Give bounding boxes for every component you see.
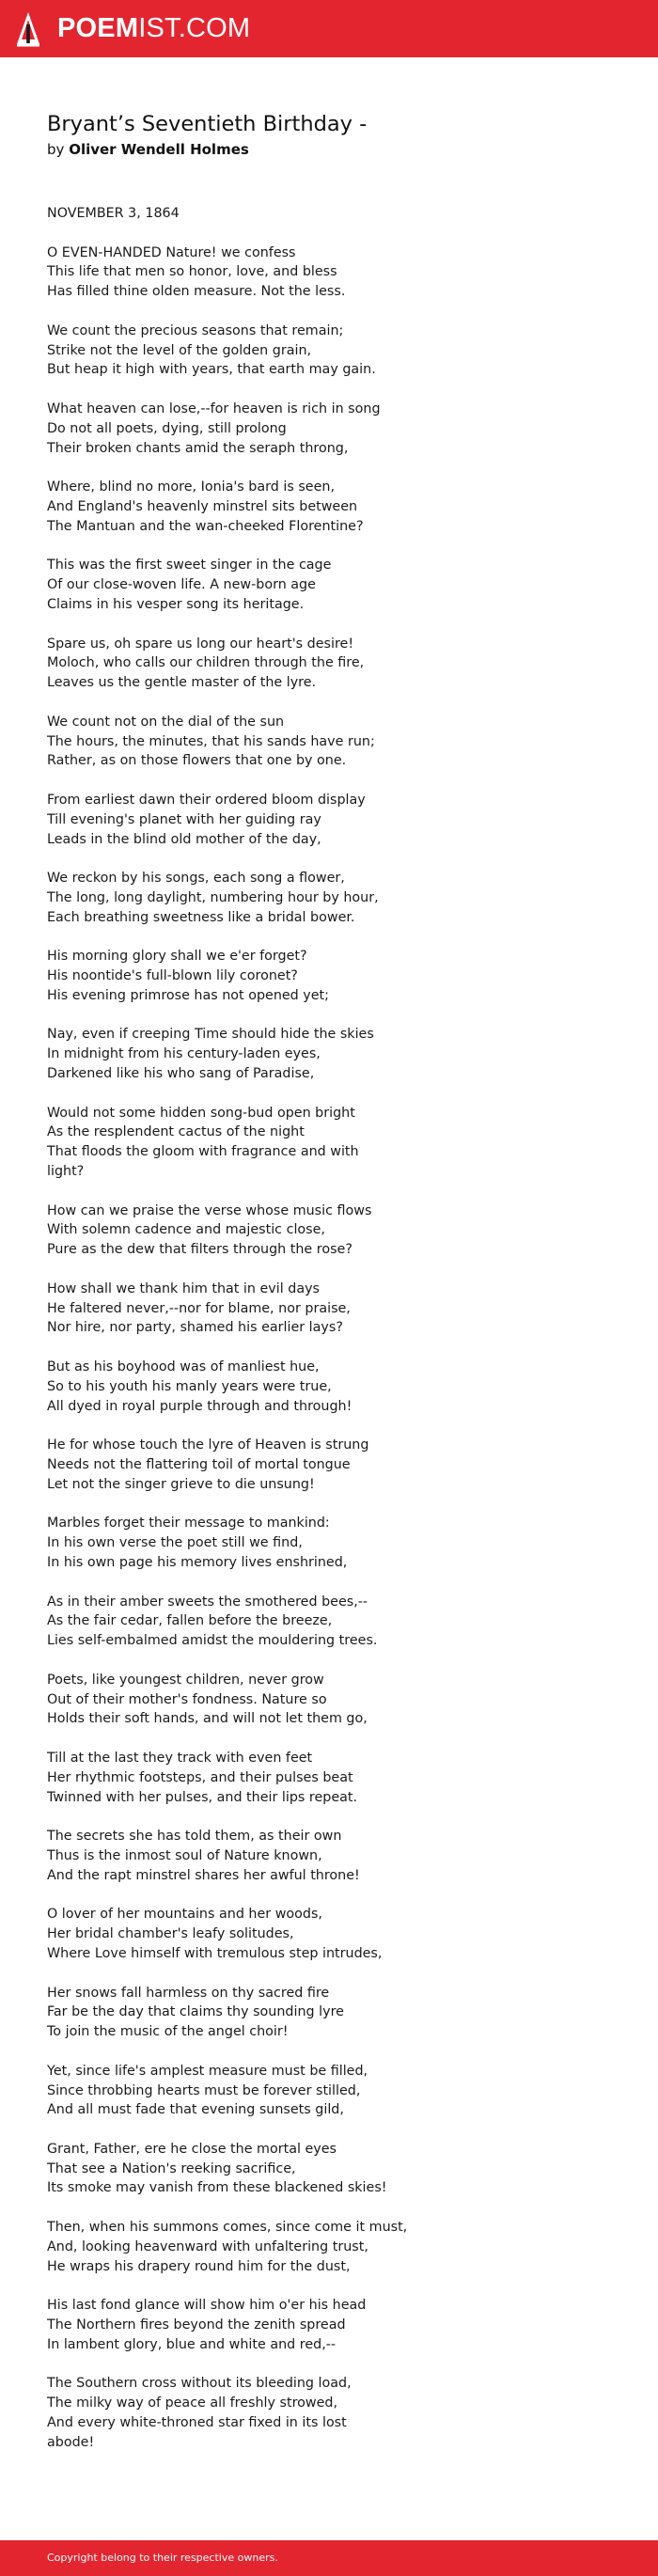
poem-line: As the fair cedar, fallen before the breeze, bbox=[47, 1613, 333, 1629]
poem-line: We count not on the dial of the sun bbox=[47, 714, 285, 730]
poem-stanza bbox=[47, 2218, 611, 2276]
poem-line: Moloch, who calls our children through the fire, bbox=[47, 655, 365, 671]
poem-line: Till evening's planet with her guiding ray bbox=[47, 811, 321, 827]
poem-line: And every white-throned star fixed in its lost abode! bbox=[47, 2415, 347, 2450]
poem-line: And the rapt minstrel shares her awful throne! bbox=[47, 1867, 360, 1883]
poem-line: From earliest dawn their ordered bloom display bbox=[47, 792, 366, 808]
poem-line: So to his youth his manly years were true, bbox=[47, 1378, 332, 1394]
poem-line: His last fond glance will show him o'er his head bbox=[47, 2298, 367, 2314]
poem-line: His evening primrose has not opened yet; bbox=[47, 987, 329, 1003]
poem-stanza bbox=[47, 1749, 611, 1807]
poem-line: As the resplendent cactus of the night bbox=[47, 1124, 305, 1140]
poem-stanza bbox=[47, 1104, 611, 1182]
poem-line: O lover of her mountains and her woods, bbox=[47, 1907, 322, 1923]
poem-stanza bbox=[47, 400, 611, 458]
poem-line: To join the music of the angel choir! bbox=[47, 2024, 289, 2040]
poem-line: Marbles forget their message to mankind: bbox=[47, 1516, 330, 1531]
poem-line: Her snows fall harmless on thy sacred fire bbox=[47, 1985, 330, 2001]
poem-line: Strike not the level of the golden grain, bbox=[47, 342, 312, 358]
poem-stanza bbox=[47, 1984, 611, 2042]
poem-line: This life that men so honor, love, and bless bbox=[47, 264, 337, 280]
poem-line: Yet, since life's amplest measure must be filled, bbox=[47, 2063, 368, 2079]
logo-bold-text: POEM bbox=[57, 13, 139, 43]
poem-line: The long, long daylight, numbering hour by hour, bbox=[47, 889, 379, 905]
poem-stanza bbox=[47, 2374, 611, 2452]
poem-line: Let not the singer grieve to die unsung! bbox=[47, 1476, 315, 1492]
poem-line: He faltered never,--nor for blame, nor praise, bbox=[47, 1300, 351, 1316]
poem-line: Till at the last they track with even feet bbox=[47, 1750, 313, 1766]
poem-line: This was the first sweet singer in the cage bbox=[47, 558, 332, 573]
poem-line: Lies self-embalmed amidst the mouldering trees. bbox=[47, 1633, 378, 1649]
author-name[interactable]: Oliver Wendell Holmes bbox=[69, 141, 249, 158]
poem-line: That see a Nation's reeking sacrifice, bbox=[47, 2160, 296, 2176]
poem-line: He wraps his drapery round him for the dust, bbox=[47, 2258, 351, 2274]
poem-line: Spare us, oh spare us long our heart's desire! bbox=[47, 636, 354, 652]
poem-line: Would not some hidden song-bud open bright bbox=[47, 1105, 355, 1121]
poem-line: Her rhythmic footsteps, and their pulses beat bbox=[47, 1769, 353, 1785]
poem-line: In his own verse the poet still we find, bbox=[47, 1535, 303, 1551]
poem-stanza bbox=[47, 2296, 611, 2354]
poem-line: How shall we thank him that in evil days bbox=[47, 1280, 320, 1296]
poem-line: With solemn cadence and majestic close, bbox=[47, 1222, 325, 1238]
poem-line: The milky way of peace all freshly strowed, bbox=[47, 2395, 338, 2411]
poem-line: Far be the day that claims thy sounding lyre bbox=[47, 2004, 344, 2020]
poem-stanza bbox=[47, 2062, 611, 2120]
poem-stanza bbox=[47, 1827, 611, 1885]
poem-line: All dyed in royal purple through and through! bbox=[47, 1398, 352, 1414]
poem-stanza bbox=[47, 556, 611, 614]
poem-line: And, looking heavenward with unfaltering trust, bbox=[47, 2238, 368, 2254]
poem-stanza bbox=[47, 1514, 611, 1572]
poem-line: We reckon by his songs, each song a flower, bbox=[47, 871, 345, 887]
poem-line: Poets, like youngest children, never grow bbox=[47, 1672, 324, 1688]
poem-line: But heap it high with years, that earth may gain. bbox=[47, 362, 376, 378]
poem-stanza bbox=[47, 243, 611, 302]
poem-title: Bryant’s Seventieth Birthday - bbox=[47, 112, 368, 136]
pen-nib-logo-icon[interactable] bbox=[16, 11, 40, 47]
poem-stanza bbox=[47, 713, 611, 771]
poem-line: Holds their soft hands, and will not let them go, bbox=[47, 1711, 368, 1727]
poem-stanza bbox=[47, 1202, 611, 1260]
poem-line: Grant, Father, ere he close the mortal eyes bbox=[47, 2141, 337, 2157]
site-header bbox=[0, 0, 658, 57]
copyright-text: Copyright belong to their respective owners. bbox=[47, 2552, 278, 2564]
poem-line: Her bridal chamber's leafy solitudes, bbox=[47, 1926, 294, 1942]
poem-line: His morning glory shall we e'er forget? bbox=[47, 949, 307, 965]
poem-stanza bbox=[47, 1593, 611, 1651]
poem-line: As in their amber sweets the smothered bees,-- bbox=[47, 1594, 368, 1610]
poem-line: In his own page his memory lives enshrined, bbox=[47, 1554, 348, 1570]
poem-stanza bbox=[47, 1436, 611, 1494]
site-logo[interactable] bbox=[57, 13, 250, 43]
poem-line: Darkened like his who sang of Paradise, bbox=[47, 1066, 315, 1082]
poem-line: That floods the gloom with fragrance and with light? bbox=[47, 1144, 359, 1180]
poem-line: But as his boyhood was of manliest hue, bbox=[47, 1359, 320, 1375]
poem-line: He for whose touch the lyre of Heaven is strung bbox=[47, 1437, 369, 1453]
poem-line: Then, when his summons comes, since come it must, bbox=[47, 2220, 408, 2236]
poem-line: We count the precious seasons that remain; bbox=[47, 322, 344, 338]
poem-line: Twinned with her pulses, and their lips repeat. bbox=[47, 1789, 358, 1805]
poem-line: Out of their mother's fondness. Nature so bbox=[47, 1691, 327, 1707]
poem-line: Since throbbing hearts must be forever stilled, bbox=[47, 2082, 361, 2098]
poem-line: How can we praise the verse whose music flows bbox=[47, 1202, 372, 1218]
poem-line: What heaven can lose,--for heaven is rich in song bbox=[47, 401, 381, 416]
poem-stanza bbox=[47, 1671, 611, 1729]
poem-line: Leaves us the gentle master of the lyre. bbox=[47, 675, 317, 691]
poem-line: The Southern cross without its bleeding load, bbox=[47, 2376, 352, 2392]
poem-line: And England's heavenly minstrel sits between bbox=[47, 498, 358, 514]
poem-line: His noontide's full-blown lily coronet? bbox=[47, 968, 298, 984]
byline-prefix: by bbox=[47, 141, 65, 158]
poem-article bbox=[47, 111, 611, 2472]
poem-line: The secrets she has told them, as their own bbox=[47, 1829, 342, 1845]
poem-line: And all must fade that evening sunsets gild, bbox=[47, 2102, 344, 2118]
poem-stanza bbox=[47, 1905, 611, 1963]
poem-line: Nay, even if creeping Time should hide the skies bbox=[47, 1027, 374, 1043]
poem-line: Their broken chants amid the seraph throng, bbox=[47, 440, 349, 456]
poem-stanza bbox=[47, 635, 611, 693]
poem-line: O EVEN-HANDED Nature! we confess bbox=[47, 244, 296, 260]
date-line-stanza bbox=[47, 204, 611, 224]
byline bbox=[47, 139, 611, 160]
poem-stanza bbox=[47, 869, 611, 927]
poem-line: Has filled thine olden measure. Not the less. bbox=[47, 284, 346, 300]
date-line: NOVEMBER 3, 1864 bbox=[47, 206, 180, 221]
poem-line: Where, blind no more, Ionia's bard is seen, bbox=[47, 479, 335, 495]
poem-line: Its smoke may vanish from these blackened skies! bbox=[47, 2180, 387, 2196]
poem-stanza bbox=[47, 478, 611, 536]
poem-body bbox=[47, 204, 611, 2453]
poem-line: Of our close-woven life. A new-born age bbox=[47, 577, 316, 593]
poem-stanza bbox=[47, 947, 611, 1005]
poem-stanza bbox=[47, 2140, 611, 2198]
poem-line: Do not all poets, dying, still prolong bbox=[47, 420, 287, 436]
poem-line: Claims in his vesper song its heritage. bbox=[47, 596, 305, 612]
poem-line: Rather, as on those flowers that one by one. bbox=[47, 753, 347, 769]
poem-line: Pure as the dew that filters through the rose? bbox=[47, 1242, 352, 1258]
poem-line: Leads in the blind old mother of the day, bbox=[47, 831, 321, 847]
poem-line: Needs not the flattering toil of mortal tongue bbox=[47, 1457, 351, 1472]
poem-stanza bbox=[47, 1025, 611, 1083]
poem-line: The hours, the minutes, that his sands have run; bbox=[47, 733, 375, 749]
poem-stanza bbox=[47, 322, 611, 380]
poem-line: The Mantuan and the wan-cheeked Florentine? bbox=[47, 518, 364, 534]
poem-line: Where Love himself with tremulous step intrudes, bbox=[47, 1945, 383, 1961]
poem-line: Thus is the inmost soul of Nature known, bbox=[47, 1847, 322, 1863]
poem-line: Each breathing sweetness like a bridal bower. bbox=[47, 909, 355, 925]
poem-line: In midnight from his century-laden eyes, bbox=[47, 1046, 321, 1062]
poem-stanza bbox=[47, 1358, 611, 1416]
poem-line: Nor hire, nor party, shamed his earlier lays? bbox=[47, 1320, 343, 1336]
poem-stanza bbox=[47, 791, 611, 849]
poem-line: In lambent glory, blue and white and red,-- bbox=[47, 2336, 337, 2352]
site-footer bbox=[0, 2540, 658, 2576]
logo-light-text: IST.COM bbox=[138, 13, 251, 43]
poem-stanza bbox=[47, 1280, 611, 1338]
poem-line: The Northern fires beyond the zenith spread bbox=[47, 2317, 346, 2333]
